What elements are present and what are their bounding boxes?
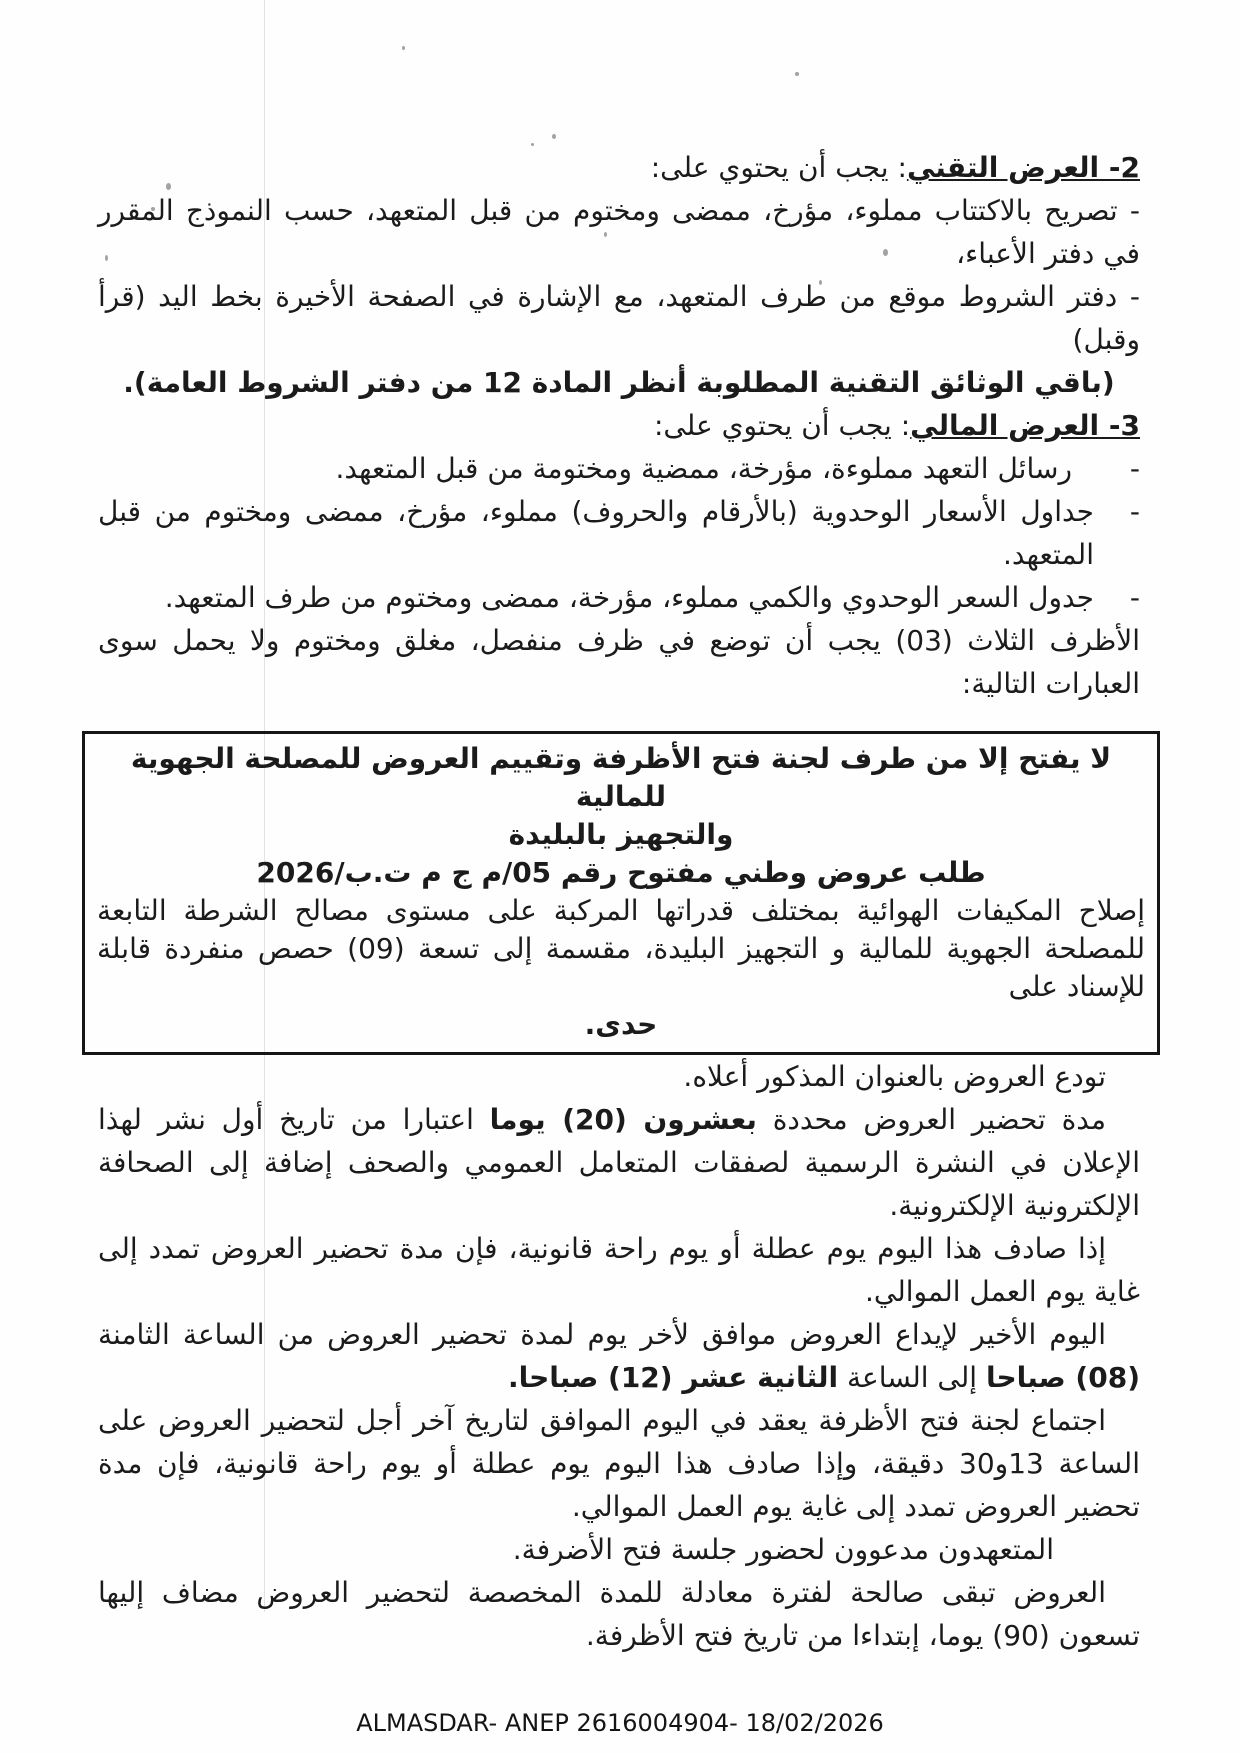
financial-offer-heading-rest: : يجب أن يحتوي على: — [653, 409, 911, 442]
technical-offer-title: 2- العرض التقني — [906, 151, 1140, 184]
tender-description-end: حدى. — [584, 1008, 658, 1041]
tender-number-line: طلب عروض وطني مفتوح رقم 05/م ج م ت.ب/2026 — [256, 856, 986, 889]
duration-20-days: بعشرون (20) يوما — [489, 1103, 757, 1136]
financial-bullet-unit-price-tables: - جداول الأسعار الوحدوية (بالأرقام والحروف) مملوء، مؤرخ، ممضى ومختوم من قبل المتعهد. — [98, 490, 1140, 576]
financial-bullet-commitment-letters: - رسائل التعهد مملوءة، مؤرخة، ممضية ومختومة من قبل المتعهد. — [98, 447, 1140, 490]
last-deposit-day-paragraph: اليوم الأخير لإيداع العروض موافق لأخر يوم لمدة تحضير العروض من الساعة الثامنة (08) صباحا إلى الساعة الثانية عشر (12) صباحا. — [98, 1318, 1140, 1394]
technical-offer-heading-rest: : يجب أن يحتوي على: — [650, 151, 907, 184]
opening-session-paragraph: اجتماع لجنة فتح الأظرفة يعقد في اليوم الموافق لتاريخ آخر أجل لتحضير العروض على الساعة 13و30 دقيقة، وإذا صادف هذا اليوم يوم عطلة أو يوم راحة قانونية، فإن مدة تحضير العروض تمدد إلى غاية يوم العمل الموالي. — [98, 1404, 1140, 1523]
attendance-invitation-line: المتعهدون مدعوون لحضور جلسة فتح الأضرفة. — [512, 1533, 1054, 1566]
technical-bullet-subscription: - تصريح بالاكتتاب مملوء، مؤرخ، ممضى ومختوم من قبل المتعهد، حسب النموذج المقرر في دفتر الأعباء، — [98, 194, 1140, 270]
financial-bullet-quantity-table: - جدول السعر الوحدوي والكمي مملوء، مؤرخة، ممضى ومختوم من طرف المتعهد. — [98, 576, 1140, 619]
scan-speck — [402, 46, 405, 50]
notice-title-line2: والتجهيز بالبليدة — [508, 818, 734, 851]
dash-bullet-marker: - — [1129, 495, 1140, 528]
financial-offer-title: 3- العرض المالي — [910, 409, 1140, 442]
anep-footer: ALMASDAR- ANEP 2616004904- 18/02/2026 — [356, 1709, 884, 1737]
technical-offer-heading — [98, 146, 1140, 189]
deposit-paragraph: تودع العروض بالعنوان المذكور أعلاه. — [683, 1060, 1106, 1093]
time-08-am: (08) صباحا — [985, 1361, 1140, 1394]
technical-bullet-specifications: - دفتر الشروط موقع من طرف المتعهد، مع الإشارة في الصفحة الأخيرة بخط اليد (قرأ وقبل) — [98, 280, 1140, 356]
financial-bullet-list — [98, 447, 1140, 619]
envelopes-paragraph: الأظرف الثلاث (03) يجب أن توضع في ظرف منفصل، مغلق ومختوم ولا يحمل سوى العبارات التالية: — [98, 624, 1140, 700]
preparation-duration-paragraph: مدة تحضير العروض محددة بعشرون (20) يوما اعتبارا من تاريخ أول نشر لهذا الإعلان في النشرة الرسمية لصفقات المتعامل العمومي والصحف إضافة إلى الصحافة الإلكترونية الإلكترونية. — [98, 1103, 1140, 1222]
announcement-body — [97, 146, 1145, 1657]
dash-bullet-marker: - — [1129, 581, 1140, 614]
technical-documents-note: (باقي الوثائق التقنية المطلوبة أنظر المادة 12 من دفتر الشروط العامة). — [123, 366, 1115, 399]
financial-offer-heading — [98, 404, 1140, 447]
envelope-notice-box — [82, 731, 1160, 1055]
tender-description: إصلاح المكيفات الهوائية بمختلف قدراتها المركبة على مستوى مصالح الشرطة التابعة للمصلحة الجهوية للمالية و التجهيز البليدة، مقسمة إلى تسعة (09) حصص منفردة قابلة للإسناد على — [97, 894, 1145, 1003]
holiday-extension-paragraph: إذا صادف هذا اليوم يوم عطلة أو يوم راحة قانونية، فإن مدة تحضير العروض تمدد إلى غاية يوم العمل الموالي. — [98, 1232, 1140, 1308]
time-12-noon: الثانية عشر (12) صباحا. — [507, 1361, 839, 1394]
notice-title-line1: لا يفتح إلا من طرف لجنة فتح الأظرفة وتقييم العروض للمصلحة الجهوية للمالية — [130, 742, 1112, 813]
offers-validity-paragraph: العروض تبقى صالحة لفترة معادلة للمدة المخصصة لتحضير العروض مضاف إليها تسعون (90) يوما، إبتداءا من تاريخ فتح الأظرفة. — [98, 1576, 1140, 1652]
scan-speck — [795, 72, 799, 76]
scan-speck — [552, 134, 556, 139]
dash-bullet-marker: - — [1129, 452, 1140, 485]
